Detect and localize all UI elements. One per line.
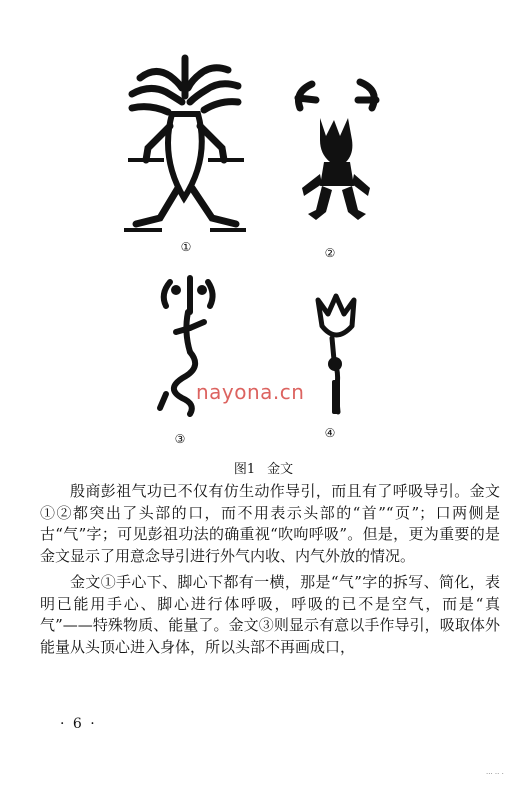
figure-caption-number: 图1 (233, 462, 256, 477)
bronze-glyph-4-icon (308, 290, 368, 420)
bronze-glyph-1-icon (120, 48, 250, 238)
corner-mark: ··· ·· · (486, 770, 504, 778)
page-number: · 6 · (60, 716, 97, 732)
glyph-label-1: ① (180, 240, 192, 254)
figure-caption-title: 金文 (267, 462, 294, 477)
glyph-label-3: ③ (174, 432, 186, 446)
bronze-glyph-4 (308, 290, 368, 420)
bronze-glyph-2 (290, 78, 385, 238)
site-watermark: nayona.cn (196, 380, 305, 404)
paragraph-1: 殷商彭祖气功已不仅有仿生动作导引，而且有了呼吸导引。金文①②都突出了头部的口，而不用表示头部的“首”“页”；口两侧是古“气”字；可见彭祖功法的确重视“吹呴呼吸”。但是，更为重要的是金文显示了用意念导引进行外气内收、内气外放的情况。 (40, 482, 500, 565)
glyph-label-2: ② (324, 246, 336, 260)
body-text (40, 481, 500, 663)
bronze-glyph-1 (120, 48, 250, 238)
glyph-label-4: ④ (324, 426, 336, 440)
paragraph-2: 金文①手心下、脚心下都有一横，那是“气”字的拆写、简化，表明已能用手心、脚心进行体呼吸，呼吸的已不是空气，而是“真气”——特殊物质、能量了。金文③则显示有意以手作导引，吸取体外能量从头顶心进入身体，所以头部不再画成口， (40, 573, 500, 656)
bronze-glyph-2-icon (290, 78, 385, 238)
figure-caption (0, 458, 527, 477)
